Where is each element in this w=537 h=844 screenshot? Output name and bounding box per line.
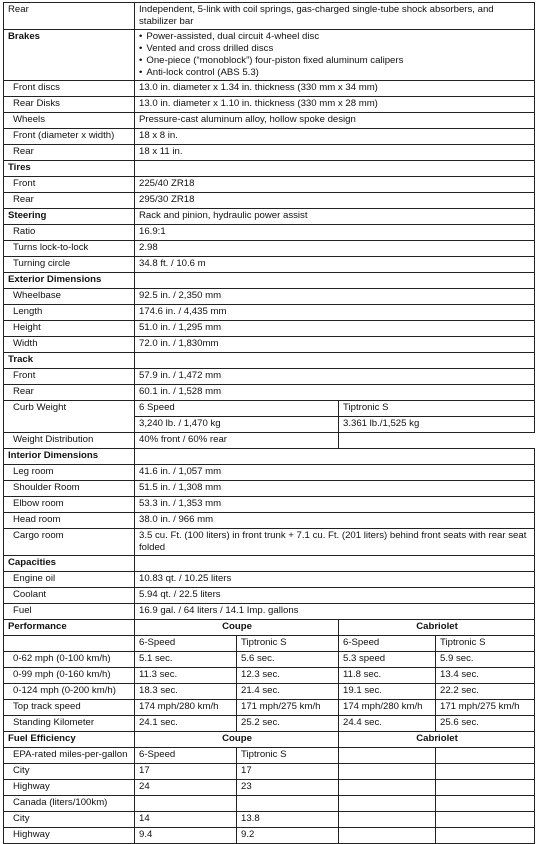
- bullet-item: • One-piece (“monoblock”) four-piston fixed aluminum calipers: [139, 55, 531, 67]
- spec-row: [4, 289, 535, 305]
- row-value: [436, 780, 535, 796]
- bullet-item: • Vented and cross drilled discs: [139, 43, 531, 55]
- row-label: EPA-rated miles-per-gallon: [4, 748, 135, 764]
- row-label: Curb Weight: [4, 401, 135, 433]
- spec-row: [4, 465, 535, 481]
- spec-row: [4, 145, 535, 161]
- section-heading: Interior Dimensions: [4, 449, 135, 465]
- sub-header: 6-Speed: [339, 636, 436, 652]
- row-value: 2.98: [135, 241, 535, 257]
- row-label: Rear Disks: [4, 97, 135, 113]
- table-row: [4, 668, 535, 684]
- row-value: [436, 764, 535, 780]
- row-value: 11.3 sec.: [135, 668, 237, 684]
- row-value: 57.9 in. / 1,472 mm: [135, 369, 535, 385]
- row-value: 3.5 cu. Ft. (100 liters) in front trunk + 7.1 cu. Ft. (201 liters) behind front seats with rear seat folded: [135, 529, 535, 556]
- row-value: [339, 748, 436, 764]
- spec-row: [4, 113, 535, 129]
- row-label: Front (diameter x width): [4, 129, 135, 145]
- row-value: 13.4 sec.: [436, 668, 535, 684]
- spec-row: [4, 604, 535, 620]
- row-value: 24.4 sec.: [339, 716, 436, 732]
- spec-row: [4, 81, 535, 97]
- row-value: 174 mph/280 km/h: [135, 700, 237, 716]
- row-value: [436, 748, 535, 764]
- row-value: [237, 796, 339, 812]
- row-value: 13.0 in. diameter x 1.10 in. thickness (330 mm x 28 mm): [135, 97, 535, 113]
- empty-cell: [4, 636, 135, 652]
- row-value: Rack and pinion, hydraulic power assist: [135, 209, 535, 225]
- row-value: 17: [135, 764, 237, 780]
- row-value: 24: [135, 780, 237, 796]
- row-value: 18.3 sec.: [135, 684, 237, 700]
- table-row: [4, 764, 535, 780]
- row-label: Width: [4, 337, 135, 353]
- row-value: 5.6 sec.: [237, 652, 339, 668]
- row-value: 14: [135, 812, 237, 828]
- curb-weight-val1: 3,240 lb. / 1,470 kg: [135, 417, 339, 433]
- spec-row: [4, 529, 535, 556]
- curb-weight-col2: Tiptronic S: [339, 401, 535, 417]
- row-value: 10.83 qt. / 10.25 liters: [135, 572, 535, 588]
- spec-row: [4, 225, 535, 241]
- cabriolet-header: Cabriolet: [339, 732, 535, 748]
- row-value: [339, 780, 436, 796]
- row-label: Ratio: [4, 225, 135, 241]
- section-heading: Exterior Dimensions: [4, 273, 135, 289]
- row-value: 51.0 in. / 1,295 mm: [135, 321, 535, 337]
- spec-row: [4, 177, 535, 193]
- row-value: [339, 812, 436, 828]
- row-label: Canada (liters/100km): [4, 796, 135, 812]
- row-value: 53.3 in. / 1,353 mm: [135, 497, 535, 513]
- row-value: 25.2 sec.: [237, 716, 339, 732]
- row-value: 171 mph/275 km/h: [237, 700, 339, 716]
- row-value: 51.5 in. / 1,308 mm: [135, 481, 535, 497]
- row-value: 5.1 sec.: [135, 652, 237, 668]
- row-value: Independent, 5-link with coil springs, gas-charged single-tube shock absorbers, and stabilizer bar: [135, 3, 535, 30]
- row-label: Engine oil: [4, 572, 135, 588]
- row-label: City: [4, 764, 135, 780]
- row-label: Wheelbase: [4, 289, 135, 305]
- row-value: 16.9:1: [135, 225, 535, 241]
- sub-header: Tiptronic S: [436, 636, 535, 652]
- spec-row: [4, 497, 535, 513]
- row-value: [339, 828, 436, 844]
- curb-weight-row: [4, 401, 535, 417]
- row-label: Head room: [4, 513, 135, 529]
- row-value: 24.1 sec.: [135, 716, 237, 732]
- table-row: [4, 652, 535, 668]
- row-label: Leg room: [4, 465, 135, 481]
- spec-row: [4, 481, 535, 497]
- row-value: 174.6 in. / 4,435 mm: [135, 305, 535, 321]
- table-row: [4, 780, 535, 796]
- bullet-item: • Anti-lock control (ABS 5.3): [139, 67, 531, 79]
- row-label: City: [4, 812, 135, 828]
- spec-row: [4, 193, 535, 209]
- row-value: [436, 796, 535, 812]
- row-label: Height: [4, 321, 135, 337]
- spec-row: [4, 513, 535, 529]
- row-label: Cargo room: [4, 529, 135, 556]
- performance-heading-row: [4, 620, 535, 636]
- table-row: [4, 796, 535, 812]
- row-label: Rear: [4, 3, 135, 30]
- row-value: 38.0 in. / 966 mm: [135, 513, 535, 529]
- row-value: 13.0 in. diameter x 1.34 in. thickness (330 mm x 34 mm): [135, 81, 535, 97]
- row-value: 21.4 sec.: [237, 684, 339, 700]
- row-label: Front: [4, 369, 135, 385]
- spec-table: [3, 2, 535, 844]
- interior-heading-row: [4, 449, 535, 465]
- section-heading: Tires: [4, 161, 135, 177]
- row-value: 174 mph/280 km/h: [339, 700, 436, 716]
- row-value: 9.2: [237, 828, 339, 844]
- empty-cell: [135, 556, 535, 572]
- fuel-rows: [4, 748, 535, 844]
- cabriolet-header: Cabriolet: [339, 620, 535, 636]
- row-label: Rear: [4, 385, 135, 401]
- exterior-heading-row: [4, 273, 535, 289]
- coupe-header: Coupe: [135, 620, 339, 636]
- row-value: 18 x 11 in.: [135, 145, 535, 161]
- row-label: Front discs: [4, 81, 135, 97]
- row-value: 295/30 ZR18: [135, 193, 535, 209]
- bullet-item: • Power-assisted, dual circuit 4-wheel disc: [139, 31, 531, 43]
- table-row: [4, 700, 535, 716]
- curb-weight-col1: 6 Speed: [135, 401, 339, 417]
- row-value: 18 x 8 in.: [135, 129, 535, 145]
- row-value: 9.4: [135, 828, 237, 844]
- section-heading: Brakes: [4, 30, 135, 81]
- table-row: [4, 684, 535, 700]
- row-value: [436, 828, 535, 844]
- row-value: [339, 764, 436, 780]
- row-value: [436, 812, 535, 828]
- spec-row: [4, 97, 535, 113]
- spec-row: [4, 129, 535, 145]
- row-label: Fuel: [4, 604, 135, 620]
- row-label: Turns lock-to-lock: [4, 241, 135, 257]
- section-heading: Performance: [4, 620, 135, 636]
- spec-row: [4, 385, 535, 401]
- spec-row: [4, 572, 535, 588]
- row-label: Highway: [4, 780, 135, 796]
- row-label: Front: [4, 177, 135, 193]
- section-heading: Track: [4, 353, 135, 369]
- row-value: 40% front / 60% rear: [135, 433, 339, 449]
- table-row: [4, 748, 535, 764]
- spec-row: [4, 321, 535, 337]
- sub-header: 6-Speed: [135, 636, 237, 652]
- row-value: 60.1 in. / 1,528 mm: [135, 385, 535, 401]
- row-value: Pressure-cast aluminum alloy, hollow spoke design: [135, 113, 535, 129]
- rear-suspension-row: [4, 3, 535, 30]
- row-value: 34.8 ft. / 10.6 m: [135, 257, 535, 273]
- tires-heading-row: [4, 161, 535, 177]
- row-value: 23: [237, 780, 339, 796]
- steering-heading-row: [4, 209, 535, 225]
- section-heading: Steering: [4, 209, 135, 225]
- row-label: Highway: [4, 828, 135, 844]
- row-value: 13.8: [237, 812, 339, 828]
- empty-cell: [135, 353, 535, 369]
- coupe-header: Coupe: [135, 732, 339, 748]
- curb-weight-val2: 3.361 lb./1,525 kg: [339, 417, 535, 433]
- brakes-heading-row: [4, 30, 535, 81]
- empty-cell: [135, 161, 535, 177]
- row-label: Elbow room: [4, 497, 135, 513]
- row-value: 22.2 sec.: [436, 684, 535, 700]
- spec-row: [4, 257, 535, 273]
- spec-row: [4, 588, 535, 604]
- performance-rows: [4, 652, 535, 732]
- performance-sub-header-row: [4, 636, 535, 652]
- row-value: 16.9 gal. / 64 liters / 14.1 Imp. gallons: [135, 604, 535, 620]
- track-heading-row: [4, 353, 535, 369]
- row-value: 5.9 sec.: [436, 652, 535, 668]
- fuel-heading-row: [4, 732, 535, 748]
- section-heading: Capacities: [4, 556, 135, 572]
- spec-row: [4, 337, 535, 353]
- row-value: 6-Speed: [135, 748, 237, 764]
- spec-row: [4, 305, 535, 321]
- row-label: Weight Distribution: [4, 433, 135, 449]
- capacities-heading-row: [4, 556, 535, 572]
- row-value: 225/40 ZR18: [135, 177, 535, 193]
- sub-header: Tiptronic S: [237, 636, 339, 652]
- row-value: 19.1 sec.: [339, 684, 436, 700]
- row-label: Rear: [4, 193, 135, 209]
- row-value: 25.6 sec.: [436, 716, 535, 732]
- row-label: 0-99 mph (0-160 km/h): [4, 668, 135, 684]
- row-value: [135, 796, 237, 812]
- row-label: Wheels: [4, 113, 135, 129]
- row-label: Standing Kilometer: [4, 716, 135, 732]
- row-value: [339, 796, 436, 812]
- row-value: 72.0 in. / 1,830mm: [135, 337, 535, 353]
- spec-row: [4, 369, 535, 385]
- row-label: 0-62 mph (0-100 km/h): [4, 652, 135, 668]
- row-value: 11.8 sec.: [339, 668, 436, 684]
- blank-cell: [339, 433, 535, 449]
- row-value: 92.5 in. / 2,350 mm: [135, 289, 535, 305]
- empty-cell: [135, 449, 535, 465]
- spec-row: [4, 433, 535, 449]
- row-label: Top track speed: [4, 700, 135, 716]
- empty-cell: [135, 273, 535, 289]
- table-row: [4, 812, 535, 828]
- row-value: 41.6 in. / 1,057 mm: [135, 465, 535, 481]
- row-label: 0-124 mph (0-200 km/h): [4, 684, 135, 700]
- row-label: Length: [4, 305, 135, 321]
- table-row: [4, 828, 535, 844]
- row-value: Tiptronic S: [237, 748, 339, 764]
- row-value: 5.94 qt. / 22.5 liters: [135, 588, 535, 604]
- section-heading: Fuel Efficiency: [4, 732, 135, 748]
- row-label: Rear: [4, 145, 135, 161]
- row-label: Coolant: [4, 588, 135, 604]
- spec-row: [4, 241, 535, 257]
- row-value: 17: [237, 764, 339, 780]
- row-value: 12.3 sec.: [237, 668, 339, 684]
- row-label: Shoulder Room: [4, 481, 135, 497]
- row-value: 5.3 speed: [339, 652, 436, 668]
- brakes-bullets: [135, 30, 535, 81]
- row-value: 171 mph/275 km/h: [436, 700, 535, 716]
- row-label: Turning circle: [4, 257, 135, 273]
- table-row: [4, 716, 535, 732]
